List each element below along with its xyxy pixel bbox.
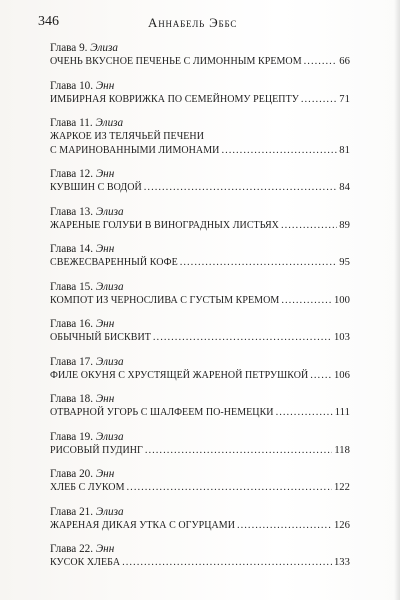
chapter-title-line <box>50 219 350 233</box>
dot-leader <box>180 256 338 270</box>
chapter-title-text: ЖАРКОЕ ИЗ ТЕЛЯЧЬЕЙ ПЕЧЕНИ <box>50 131 204 142</box>
chapter-narrator: Энн <box>95 543 115 555</box>
toc-entry <box>50 430 350 458</box>
toc-entry <box>50 205 350 233</box>
chapter-title-line <box>50 55 350 69</box>
chapter-page-number: 66 <box>339 56 350 67</box>
chapter-title-text: СВЕЖЕСВАРЕННЫЙ КОФЕ <box>50 257 178 268</box>
chapter-number: Глава 20. <box>50 468 94 480</box>
toc-entry <box>50 167 350 195</box>
chapter-title-line <box>50 144 350 158</box>
chapter-number: Глава 21. <box>50 505 94 518</box>
chapter-title-line <box>50 256 350 270</box>
chapter-title <box>50 181 350 195</box>
chapter-heading <box>50 205 350 219</box>
chapter-title-line <box>50 331 350 345</box>
chapter-title <box>50 369 350 383</box>
chapter-heading <box>50 41 350 55</box>
chapter-number: Глава 19. <box>50 430 94 443</box>
dot-leader <box>301 93 337 107</box>
toc-entry <box>50 542 350 570</box>
chapter-narrator: Элиза <box>95 205 124 218</box>
toc-entry <box>50 467 350 495</box>
entry-spacer <box>50 232 350 242</box>
page-number: 346 <box>38 14 59 29</box>
chapter-number: Глава 15. <box>50 280 94 293</box>
chapter-title-text: ЖАРЕНАЯ ДИКАЯ УТКА С ОГУРЦАМИ <box>50 519 235 531</box>
dot-leader <box>122 556 332 570</box>
chapter-page-number: 100 <box>333 294 350 306</box>
toc-entry <box>50 41 350 69</box>
chapter-number: Глава 16. <box>50 318 94 330</box>
chapter-title-text: ОБЫЧНЫЙ БИСКВИТ <box>50 332 151 343</box>
chapter-page-number: 118 <box>334 444 350 456</box>
chapter-title-line <box>50 556 350 570</box>
entry-spacer <box>50 495 350 505</box>
chapter-heading <box>50 430 350 444</box>
chapter-narrator: Энн <box>95 468 115 480</box>
chapter-page-number: 95 <box>339 257 350 268</box>
chapter-title <box>50 481 350 495</box>
page-edge-shadow <box>394 0 400 600</box>
toc-entry <box>50 505 350 533</box>
chapter-heading <box>50 355 350 369</box>
chapter-title-text: КУСОК ХЛЕБА <box>50 557 121 568</box>
chapter-title <box>50 444 350 458</box>
dot-leader <box>144 181 338 195</box>
chapter-page-number: 126 <box>333 519 350 531</box>
chapter-heading <box>50 317 350 331</box>
chapter-title <box>50 256 350 270</box>
dot-leader <box>237 519 332 533</box>
page-header <box>38 14 380 34</box>
chapter-number: Глава 9. <box>50 42 88 54</box>
dot-leader <box>281 294 332 308</box>
chapter-page-number: 106 <box>333 369 350 381</box>
chapter-heading <box>50 280 350 294</box>
chapter-heading <box>50 116 350 130</box>
toc-entry <box>50 79 350 107</box>
dot-leader <box>304 55 338 69</box>
entry-spacer <box>50 345 350 355</box>
chapter-title-line <box>50 181 350 195</box>
chapter-page-number: 103 <box>333 332 350 343</box>
chapter-number: Глава 18. <box>50 393 94 405</box>
entry-spacer <box>50 532 350 542</box>
chapter-title-text: РИСОВЫЙ ПУДИНГ <box>50 444 143 456</box>
chapter-page-number: 133 <box>333 557 350 568</box>
chapter-title-line <box>50 369 350 383</box>
chapter-title-line <box>50 519 350 533</box>
dot-leader <box>145 444 333 458</box>
chapter-number: Глава 12. <box>50 168 94 180</box>
chapter-number: Глава 22. <box>50 543 94 555</box>
chapter-heading <box>50 392 350 406</box>
chapter-number: Глава 13. <box>50 205 94 218</box>
chapter-heading <box>50 242 350 256</box>
chapter-title-line <box>50 481 350 495</box>
chapter-title-line <box>50 294 350 308</box>
chapter-title <box>50 519 350 533</box>
entry-spacer <box>50 157 350 167</box>
entry-spacer <box>50 195 350 205</box>
chapter-number: Глава 17. <box>50 355 94 368</box>
entry-spacer <box>50 420 350 430</box>
chapter-page-number: 122 <box>333 482 350 493</box>
chapter-title-text: ОТВАРНОЙ УГОРЬ С ШАЛФЕЕМ ПО-НЕМЕЦКИ <box>50 407 274 418</box>
chapter-title <box>50 331 350 345</box>
entry-spacer <box>50 457 350 467</box>
chapter-narrator: Энн <box>95 393 115 405</box>
chapter-narrator: Элиза <box>95 117 124 129</box>
dot-leader <box>153 331 332 345</box>
toc-entry <box>50 392 350 420</box>
chapter-page-number: 111 <box>334 407 350 418</box>
chapter-page-number: 81 <box>339 144 350 156</box>
toc-entry <box>50 355 350 383</box>
chapter-title <box>50 93 350 107</box>
chapter-page-number: 84 <box>339 182 350 193</box>
entry-spacer <box>50 106 350 116</box>
chapter-heading <box>50 505 350 519</box>
chapter-title <box>50 556 350 570</box>
running-head-author: Аннабель Эббс <box>148 15 238 30</box>
entry-spacer <box>50 270 350 280</box>
chapter-number: Глава 11. <box>50 117 93 129</box>
chapter-title-text: КУВШИН С ВОДОЙ <box>50 182 142 193</box>
chapter-title-text: ЖАРЕНЫЕ ГОЛУБИ В ВИНОГРАДНЫХ ЛИСТЬЯХ <box>50 219 279 231</box>
chapter-title-line <box>50 444 350 458</box>
chapter-title <box>50 130 350 157</box>
chapter-page-number: 89 <box>339 219 350 231</box>
chapter-title <box>50 406 350 420</box>
chapter-page-number: 71 <box>339 93 350 105</box>
chapter-title <box>50 294 350 308</box>
toc-entry <box>50 280 350 308</box>
chapter-title-line <box>50 406 350 420</box>
dot-leader <box>127 481 332 495</box>
chapter-narrator: Элиза <box>95 505 124 518</box>
entry-spacer <box>50 307 350 317</box>
chapter-title <box>50 55 350 69</box>
chapter-title <box>50 219 350 233</box>
chapter-heading <box>50 79 350 93</box>
chapter-narrator: Элиза <box>95 280 124 293</box>
entry-spacer <box>50 69 350 79</box>
chapter-title-text: ХЛЕБ С ЛУКОМ <box>50 482 125 493</box>
chapter-narrator: Энн <box>95 168 115 180</box>
chapter-title-text: ИМБИРНАЯ КОВРИЖКА ПО СЕМЕЙНОМУ РЕЦЕПТУ <box>50 93 299 105</box>
chapter-title-text: КОМПОТ ИЗ ЧЕРНОСЛИВА С ГУСТЫМ КРЕМОМ <box>50 294 280 306</box>
chapter-heading <box>50 167 350 181</box>
chapter-narrator: Элиза <box>95 430 124 443</box>
toc-entry <box>50 116 350 157</box>
chapter-narrator: Энн <box>95 79 115 92</box>
chapter-narrator: Элиза <box>90 42 118 54</box>
chapter-title-text: ОЧЕНЬ ВКУСНОЕ ПЕЧЕНЬЕ С ЛИМОННЫМ КРЕМОМ <box>50 56 302 67</box>
chapter-number: Глава 10. <box>50 79 94 92</box>
dot-leader <box>276 406 333 420</box>
toc-entry <box>50 317 350 345</box>
chapter-number: Глава 14. <box>50 243 94 255</box>
chapter-title-text: С МАРИНОВАННЫМИ ЛИМОНАМИ <box>50 144 220 156</box>
entry-spacer <box>50 382 350 392</box>
chapter-title-line <box>50 130 350 144</box>
chapter-title-text: ФИЛЕ ОКУНЯ С ХРУСТЯЩЕЙ ЖАРЕНОЙ ПЕТРУШКОЙ <box>50 369 309 381</box>
toc-entry <box>50 242 350 270</box>
chapter-heading <box>50 467 350 481</box>
chapter-title-line <box>50 93 350 107</box>
chapter-narrator: Энн <box>95 318 115 330</box>
dot-leader <box>221 144 337 158</box>
chapter-heading <box>50 542 350 556</box>
dot-leader <box>310 369 332 383</box>
dot-leader <box>281 219 337 233</box>
chapter-narrator: Элиза <box>95 355 124 368</box>
table-of-contents <box>50 41 350 570</box>
chapter-narrator: Энн <box>95 243 115 255</box>
